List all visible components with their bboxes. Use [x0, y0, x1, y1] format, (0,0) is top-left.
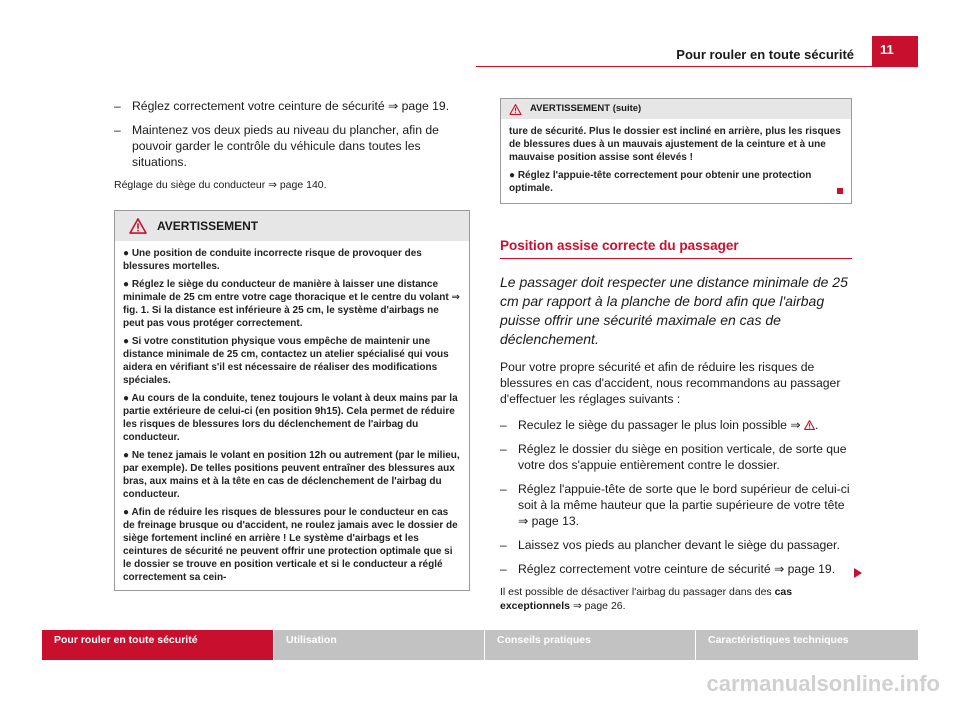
header-rule — [476, 66, 918, 67]
warning-triangle-icon — [804, 420, 815, 430]
warning-paragraph: ● Réglez l'appuie-tête correctement pour obtenir une protection optimale. — [509, 170, 812, 194]
warning-paragraph: ● Ne tenez jamais le volant en position 12h ou autrement (par le milieu, par exemple). De telles positions peuvent entraîner des blessures aux bras, aux mains et à la tête en cas de déclenchement de l'airbag du conducteur. — [123, 450, 460, 500]
page-header — [676, 36, 918, 66]
tab-technical-data[interactable]: Caractéristiques techniques — [695, 630, 918, 660]
dash-bullet: – — [500, 538, 507, 552]
warning-body — [115, 241, 469, 590]
warning-paragraph: ● Une position de conduite incorrecte risque de provoquer des blessures mortelles. — [123, 248, 422, 272]
running-section-title: Pour rouler en toute sécurité — [676, 47, 854, 62]
list-item — [114, 122, 470, 170]
cross-reference-note: Réglage du siège du conducteur ⇒ page 140. — [114, 179, 327, 191]
warning-paragraph: ● Au cours de la conduite, tenez toujours le volant à deux mains par la partie extérieure de celui-ci (en position 9h15). Cela permet de réduire les risques de blessures lors du déclenchement de l'airbag du conducteur. — [123, 393, 458, 443]
list-item-text — [518, 417, 852, 433]
dash-bullet: – — [500, 442, 507, 456]
lead-paragraph: Le passager doit respecter une distance minimale de 25 cm par rapport à la planche de bord afin que l'airbag puisse offrir une sécurité maximale en cas de déclenchement. — [500, 274, 848, 347]
list-item — [500, 417, 852, 433]
section-heading: Position assise correcte du passager — [500, 238, 852, 259]
list-item — [114, 98, 470, 114]
intro-paragraph: Pour votre propre sécurité et afin de réduire les risques de blessures en cas d'accident, nous recommandons au passager d'effectuer les réglages suivants : — [500, 360, 841, 406]
airbag-note — [500, 585, 852, 613]
warning-paragraph: ● Réglez le siège du conducteur de manière à laisser une distance minimale de 25 cm entre votre cage thoracique et le centre du volant ⇒ fig. 1. Si la distance est inférieure à 25 cm, le système d'airbags ne peut pas vous protéger correctement. — [123, 279, 460, 329]
left-column — [114, 98, 470, 591]
warning-title: AVERTISSEMENT (suite) — [530, 103, 642, 114]
warning-paragraph: ture de sécurité. Plus le dossier est incliné en arrière, plus les risques de blessures dues à un mauvais ajustement de la ceinture et à une mauvaise position assise sont élevés ! — [509, 126, 841, 163]
warning-box — [114, 210, 470, 591]
list-item — [500, 481, 852, 529]
dash-bullet: – — [114, 99, 121, 113]
warning-title: AVERTISSEMENT — [157, 219, 259, 233]
dash-bullet: – — [114, 123, 121, 137]
warning-header — [501, 99, 851, 119]
warning-paragraph: ● Si votre constitution physique vous empêche de maintenir une distance minimale de 25 cm, contactez un atelier spécialisé qui vous aidera en vérifiant s'il est nécessaire de réaliser des modifications spéciales. — [123, 336, 449, 386]
airbag-note-emphasis: cas exceptionnels — [500, 586, 793, 612]
list-item — [500, 537, 852, 553]
list-item-text: Laissez vos pieds au plancher devant le siège du passager. — [518, 538, 840, 552]
dash-bullet: – — [500, 418, 507, 432]
continue-arrow-icon — [854, 568, 862, 578]
tab-safety[interactable]: Pour rouler en toute sécurité — [42, 630, 273, 660]
list-item-text-main: Reculez le siège du passager le plus loin possible ⇒ — [518, 418, 801, 432]
tab-operation[interactable]: Utilisation — [273, 630, 484, 660]
warning-header — [115, 211, 469, 241]
warning-body — [501, 119, 851, 203]
airbag-note-text: Il est possible de désactiver l'airbag du passager dans des — [500, 586, 775, 598]
list-item-text-end: . — [814, 418, 819, 432]
dash-bullet: – — [500, 562, 507, 576]
warning-paragraph: ● Afin de réduire les risques de blessures pour le conducteur en cas de freinage brusque ou d'accident, ne roulez jamais avec le dossier de siège fortement incliné en arrière ! Le système d'airbags et les ceintures de sécurité ne peuvent offrir une protection optimale que si le dossier se trouve en position verticale et si le conducteur a réglé correctement sa cein- — [123, 507, 458, 583]
list-item-text: Maintenez vos deux pieds au niveau du plancher, afin de pouvoir garder le contrôle du véhicule dans toutes les situations. — [132, 123, 439, 169]
dash-bullet: – — [500, 482, 507, 496]
list-item — [500, 561, 852, 577]
right-column — [500, 98, 852, 613]
section-end-marker — [837, 188, 843, 194]
page-number: 11 — [872, 36, 918, 66]
warning-triangle-icon — [509, 104, 522, 115]
watermark: carmanualsonline.info — [706, 671, 940, 696]
list-item-text: Réglez correctement votre ceinture de sécurité ⇒ page 19. — [518, 562, 836, 576]
list-item-text: Réglez correctement votre ceinture de sécurité ⇒ page 19. — [132, 99, 450, 113]
warning-triangle-icon — [129, 218, 147, 234]
tab-practical-tips[interactable]: Conseils pratiques — [484, 630, 695, 660]
list-item-text: Réglez le dossier du siège en position verticale, de sorte que votre dos s'appuie entièrement contre le dossier. — [518, 442, 847, 472]
list-item — [500, 441, 852, 473]
airbag-note-ref: ⇒ page 26. — [570, 600, 626, 612]
chapter-tabs — [42, 630, 918, 660]
warning-continued-box — [500, 98, 852, 204]
list-item-text: Réglez l'appuie-tête de sorte que le bord supérieur de celui-ci soit à la même hauteur que la partie supérieure de votre tête ⇒ page 13. — [518, 482, 850, 528]
